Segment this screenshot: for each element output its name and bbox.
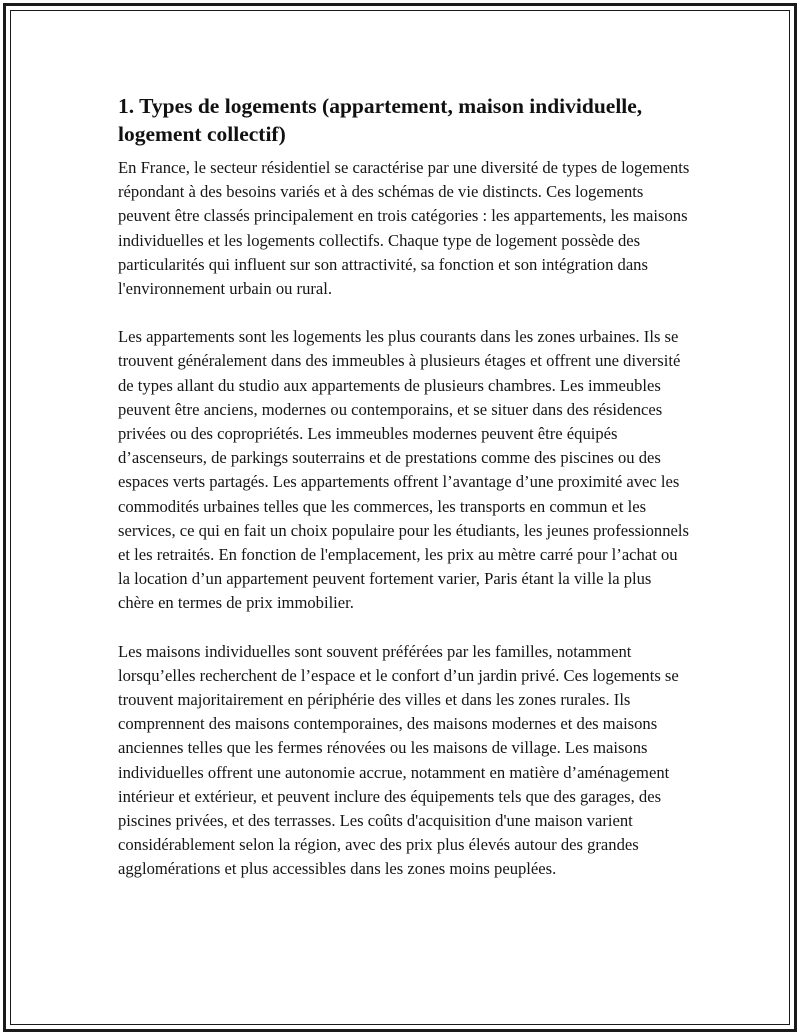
paragraph-maisons-individuelles: Les maisons individuelles sont souvent préférées par les familles, notamment lorsqu’elles recherchent de l’espace et le confort d’un jardin privé. Ces logements se trouvent majoritairement en périphérie des villes et dans les zones rurales. Ils comprennent des maisons contemporaines, des maisons modernes et des maisons anciennes telles que les fermes rénovées ou les maisons de village. Les maisons individuelles offrent une autonomie accrue, notamment en matière d’aménagement intérieur et extérieur, et peuvent inclure des équipements tels que des garages, des piscines privées, et des terrasses. Les coûts d'acquisition d'une maison varient considérablement selon la région, avec des prix plus élevés autour des grandes agglomérations et plus accessibles dans les zones moins peuplées. bbox=[118, 641, 679, 879]
paragraph-appartements: Les appartements sont les logements les plus courants dans les zones urbaines. Ils se trouvent généralement dans des immeubles à plusieurs étages et offrent une diversité de types allant du studio aux appartements de plusieurs chambres. Les immeubles peuvent être anciens, modernes ou contemporains, et se situer dans des résidences privées ou des copropriétés. Les immeubles modernes peuvent être équipés d’ascenseurs, de parkings souterrains et de prestations comme des piscines ou des espaces verts partagés. Les appartements offrent l’avantage d’une proximité avec les commodités urbaines telles que les commerces, les transports en commun et les services, ce qui en fait un choix populaire pour les étudiants, les jeunes professionnels et les retraités. En fonction de l'emplacement, les prix au mètre carré pour l’achat ou la location d’un appartement peuvent fortement varier, Paris étant la ville la plus chère en termes de prix immobilier. bbox=[118, 327, 689, 613]
document-body bbox=[118, 92, 690, 906]
section-heading: 1. Types de logements (appartement, maison individuelle, logement collectif) bbox=[118, 94, 643, 146]
paragraph-intro: En France, le secteur résidentiel se caractérise par une diversité de types de logements répondant à des besoins variés et à des schémas de vie distincts. Ces logements peuvent être classés principalement en trois catégories : les appartements, les maisons individuelles et les logements collectifs. Chaque type de logement possède des particularités qui influent sur son attractivité, sa fonction et son intégration dans l'environnement urbain ou rural. bbox=[118, 158, 690, 299]
